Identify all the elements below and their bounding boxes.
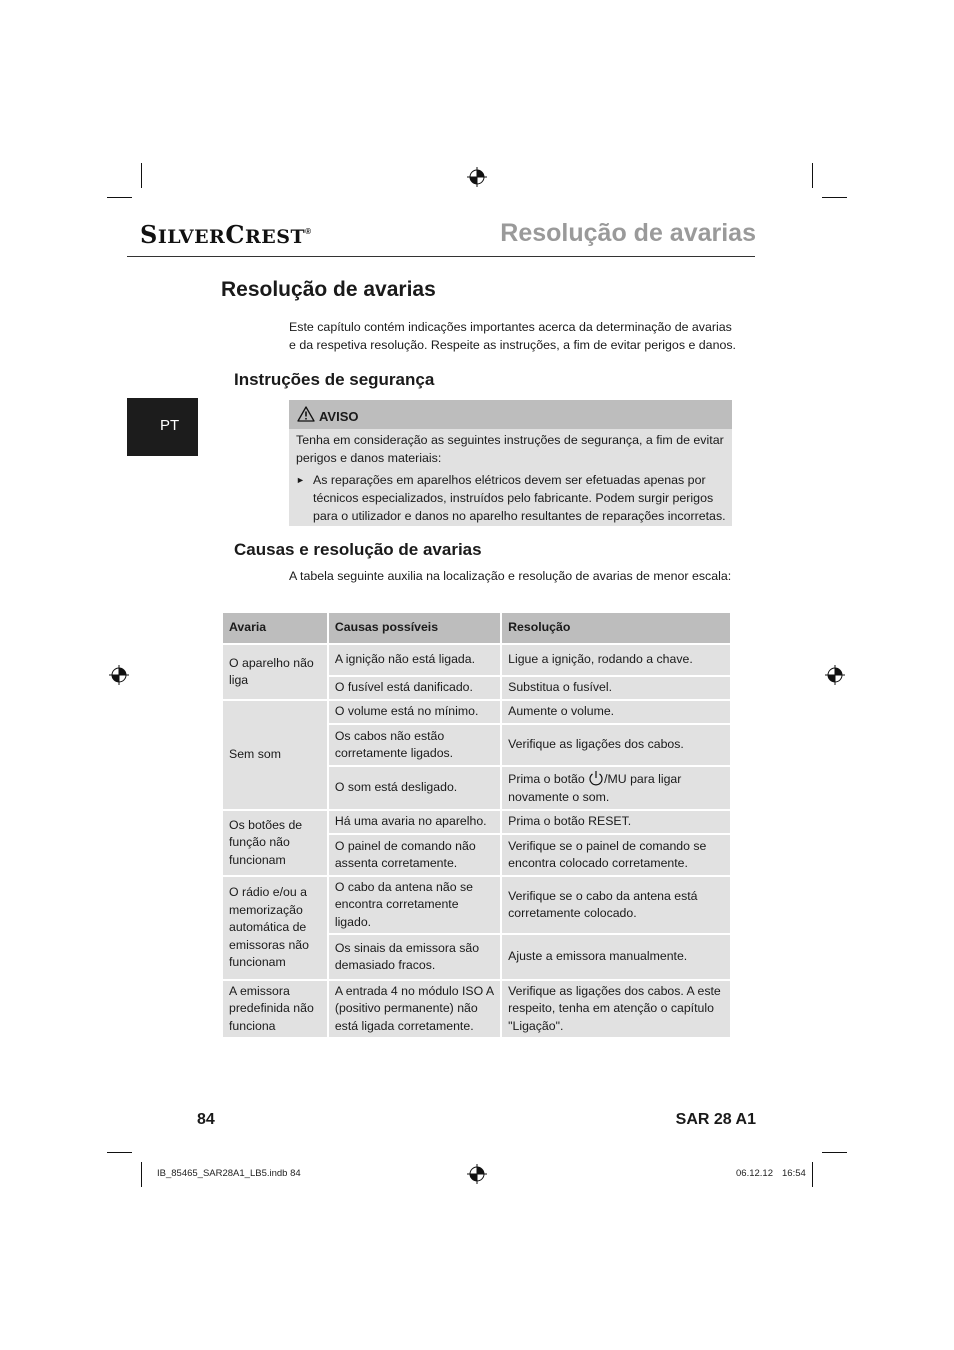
warning-label: AVISO — [319, 409, 359, 424]
power-icon — [588, 770, 604, 786]
solution-cell: Aumente o volume. — [501, 700, 731, 724]
cause-cell: Há uma avaria no aparelho. — [328, 810, 501, 834]
column-header: Resolução — [501, 612, 731, 644]
solution-cell: Ligue a ignição, rodando a chave. — [501, 644, 731, 676]
crop-mark — [812, 163, 813, 188]
logo-text: C — [225, 220, 245, 249]
fault-cell: Os botões de função não funcionam — [222, 810, 328, 876]
slug-time: 16:54 — [782, 1168, 806, 1179]
slug-date: 06.12.12 — [736, 1168, 773, 1179]
header-divider — [127, 256, 755, 257]
table-header-row — [222, 612, 731, 644]
crop-mark — [812, 1162, 813, 1187]
warning-box — [289, 400, 732, 526]
fault-cell: O aparelho não liga — [222, 644, 328, 700]
crop-mark — [107, 197, 132, 198]
bullet-arrow-icon: ► — [296, 475, 305, 485]
cause-cell: O fusível está danificado. — [328, 676, 501, 700]
brand-logo — [140, 220, 312, 249]
troubleshooting-table — [221, 611, 732, 1039]
table-row — [222, 980, 731, 1038]
table-row — [222, 810, 731, 834]
cause-cell: Os sinais da emissora são demasiado fracos. — [328, 934, 501, 980]
warning-body — [296, 431, 728, 525]
fault-cell: Sem som — [222, 700, 328, 810]
solution-cell: Verifique se o painel de comando se encontra colocado corretamente. — [501, 834, 731, 876]
solution-cell: Verifique as ligações dos cabos. — [501, 724, 731, 766]
language-tab-label: PT — [160, 417, 180, 434]
header-title: Resolução de avarias — [500, 219, 756, 247]
column-header: Avaria — [222, 612, 328, 644]
solution-cell: Verifique as ligações dos cabos. A este respeito, tenha em atenção o capítulo "Ligação". — [501, 980, 731, 1038]
registration-mark-icon — [109, 665, 129, 685]
slug-file: IB_85465_SAR28A1_LB5.indb 84 — [157, 1168, 301, 1179]
cause-cell: Os cabos não estão corretamente ligados. — [328, 724, 501, 766]
page-number: 84 — [197, 1111, 215, 1128]
fault-cell: A emissora predefinida não funciona — [222, 980, 328, 1038]
solution-cell: Substitua o fusível. — [501, 676, 731, 700]
crop-mark — [822, 1152, 847, 1153]
solution-text: Prima o botão — [508, 772, 585, 787]
cause-cell: A ignição não está ligada. — [328, 644, 501, 676]
solution-text: /MU para ligar novamente o som. — [508, 772, 682, 804]
table-row — [222, 644, 731, 676]
warning-header — [289, 400, 732, 429]
cause-cell: O volume está no mínimo. — [328, 700, 501, 724]
table-row — [222, 876, 731, 934]
crop-mark — [822, 197, 847, 198]
cause-cell: O cabo da antena não se encontra corretamente ligado. — [328, 876, 501, 934]
safety-heading: Instruções de segurança — [234, 370, 435, 389]
crop-mark — [107, 1152, 132, 1153]
solution-cell: Ajuste a emissora manualmente. — [501, 934, 731, 980]
warning-triangle-icon — [297, 406, 315, 422]
page-title: Resolução de avarias — [221, 278, 436, 301]
causes-intro: A tabela seguinte auxilia na localização e resolução de avarias de menor escala: — [289, 569, 732, 583]
crop-mark — [141, 163, 142, 188]
causes-heading: Causas e resolução de avarias — [234, 540, 482, 559]
warning-text: Tenha em consideração as seguintes instruções de segurança, a fim de evitar perigos e danos materiais: — [296, 433, 724, 465]
cause-cell: O painel de comando não assenta corretamente. — [328, 834, 501, 876]
registration-mark-icon — [467, 167, 487, 187]
fault-cell: O rádio e/ou a memorização automática de emissoras não funcionam — [222, 876, 328, 980]
list-item — [296, 471, 728, 525]
logo-text: REST — [244, 226, 306, 248]
registration-mark-icon — [467, 1164, 487, 1184]
solution-cell: Prima o botão RESET. — [501, 810, 731, 834]
model-number: SAR 28 A1 — [675, 1111, 756, 1128]
crop-mark — [141, 1162, 142, 1187]
solution-cell — [501, 766, 731, 810]
cause-cell: O som está desligado. — [328, 766, 501, 810]
language-tab — [127, 398, 198, 456]
logo-text: S — [140, 220, 158, 249]
intro-paragraph: Este capítulo contém indicações importantes acerca da determinação de avarias e da respetiva resolução. Respeite as instruções, a fim de evitar perigos e danos. — [289, 320, 736, 352]
table-row — [222, 700, 731, 724]
solution-cell: Verifique se o cabo da antena está corretamente colocado. — [501, 876, 731, 934]
logo-text: ILVER — [157, 226, 226, 248]
cause-cell: A entrada 4 no módulo ISO A (positivo permanente) não está ligada corretamente. — [328, 980, 501, 1038]
logo-registered-mark: ® — [305, 227, 312, 236]
registration-mark-icon — [825, 665, 845, 685]
column-header: Causas possíveis — [328, 612, 501, 644]
bullet-text: As reparações em aparelhos elétricos devem ser efetuadas apenas por técnicos especializados, instruídos pelo fabricante. Podem surgir perigos para o utilizador e danos no aparelho resultantes de reparações incorretas. — [313, 473, 726, 523]
